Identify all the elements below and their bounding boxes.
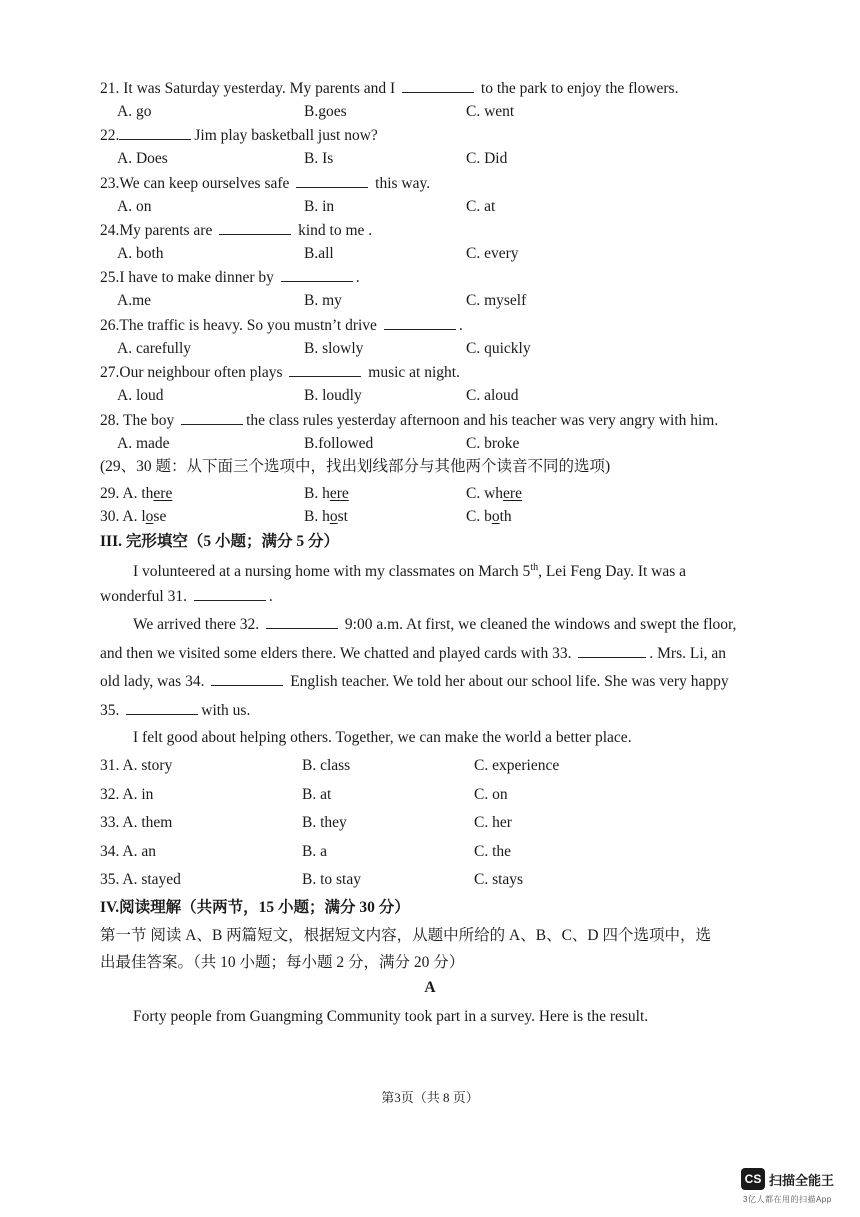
option-c: C. the: [474, 843, 512, 860]
option-a: A. loud: [117, 387, 164, 404]
word-part: st: [337, 508, 348, 525]
question-21: [100, 78, 678, 99]
paragraph-text: We arrived there 32.: [133, 616, 260, 633]
answer-blank: [289, 362, 361, 377]
answer-blank: [281, 267, 353, 282]
option-c: C. stays: [474, 871, 524, 888]
cloze-paragraph-3: I felt good about helping others. Together, we can make the world a better place.: [133, 729, 632, 746]
word-part: B. h: [304, 485, 330, 502]
option-c: C. at: [466, 198, 496, 215]
answer-blank: [119, 125, 191, 140]
passage-label: A: [424, 979, 436, 996]
option-c: C. aloud: [466, 387, 519, 404]
scanner-app-name: 扫描全能王: [769, 1173, 835, 1188]
word-part: se: [153, 508, 167, 525]
question-27: [100, 362, 460, 383]
section-4-title: IV.阅读理解（共两节，15 小题；满分 30 分）: [100, 899, 410, 916]
answer-blank: [181, 410, 243, 425]
paragraph-text: old lady, was 34.: [100, 673, 205, 690]
superscript: th: [530, 562, 539, 573]
option-a: A. go: [117, 103, 152, 120]
paragraph-text: and then we visited some elders there. We chatted and played cards with 33.: [100, 645, 572, 662]
question-29-option-a: [100, 484, 172, 504]
scanner-watermark: [741, 1168, 851, 1208]
section-3-title: III. 完形填空（5 小题；满分 5 分）: [100, 533, 339, 550]
question-stem-end: .: [355, 269, 360, 286]
paragraph-text: . Mrs. Li, an: [649, 645, 727, 662]
word-part: B. h: [304, 508, 330, 525]
cloze-paragraph-2-line-3: [100, 671, 762, 692]
option-a: 31. A. story: [100, 757, 173, 774]
question-25: [100, 267, 360, 288]
passage-intro: Forty people from Guangming Community took part in a survey. Here is the result.: [133, 1008, 649, 1025]
paragraph-text: I volunteered at a nursing home with my classmates on March 5: [133, 563, 531, 581]
option-b: B. in: [304, 198, 335, 215]
question-22: [100, 125, 378, 146]
option-a: A. made: [117, 435, 170, 452]
option-c: C. broke: [466, 435, 520, 452]
question-stem: 26.The traffic is heavy. So you mustn’t drive: [100, 317, 377, 334]
question-stem: 21. It was Saturday yesterday. My parents and I: [100, 80, 396, 97]
option-b: B.all: [304, 245, 334, 262]
scanner-logo-icon: CS: [741, 1168, 765, 1190]
option-a: 32. A. in: [100, 786, 154, 803]
answer-blank: [402, 78, 474, 93]
question-stem-end: Jim play basketball just now?: [194, 127, 378, 144]
question-stem: 24.My parents are: [100, 222, 213, 239]
option-b: B. my: [304, 292, 342, 309]
paragraph-text: 9:00 a.m. At first, we cleaned the windows and swept the floor,: [344, 616, 737, 633]
option-c: C. myself: [466, 292, 527, 309]
page-footer: 第3页（共 8 页）: [381, 1090, 479, 1105]
word-part: C. wh: [466, 485, 504, 502]
paragraph-text: 35.: [100, 702, 120, 719]
word-part: th: [499, 508, 512, 525]
question-29-option-c: [466, 484, 522, 504]
scanner-tagline: 3亿人都在用的扫描App: [743, 1195, 832, 1204]
section-4-instruction-line-1: 第一节 阅读 A、B 两篇短文，根据短文内容，从题中所给的 A、B、C、D 四个选项中，选: [100, 927, 711, 944]
option-b: B. to stay: [302, 871, 361, 888]
question-stem: 23.We can keep ourselves safe: [100, 175, 290, 192]
underlined-part: o: [491, 508, 500, 525]
underlined-part: ere: [503, 485, 522, 502]
answer-blank: [296, 173, 368, 188]
question-23: [100, 173, 430, 194]
option-b: B. loudly: [304, 387, 362, 404]
question-28: [100, 410, 718, 431]
underlined-part: o: [329, 508, 338, 525]
answer-blank-31: [194, 586, 266, 601]
cloze-paragraph-2-line-1: [133, 614, 795, 635]
question-30-option-a: [100, 507, 166, 527]
question-30-option-b: [304, 507, 348, 527]
answer-blank-32: [266, 614, 338, 629]
option-c: C. experience: [474, 757, 560, 774]
answer-blank-34: [211, 671, 283, 686]
cloze-paragraph-2-line-4: [100, 700, 762, 721]
option-b: B.followed: [304, 435, 374, 452]
option-a: 34. A. an: [100, 843, 156, 860]
pronunciation-instruction: (29、30 题：从下面三个选项中，找出划线部分与其他两个读音不同的选项): [100, 458, 611, 475]
underlined-part: o: [145, 508, 154, 525]
word-part: l: [141, 508, 146, 525]
option-c: C. her: [474, 814, 512, 831]
option-c: C. on: [474, 786, 508, 803]
option-b: B. Is: [304, 150, 334, 167]
option-b: B. they: [302, 814, 347, 831]
option-b: B.goes: [304, 103, 347, 120]
answer-blank: [384, 315, 456, 330]
option-a: A. on: [117, 198, 152, 215]
paragraph-text: wonderful 31.: [100, 588, 187, 605]
question-24: [100, 220, 372, 241]
option-c: C. went: [466, 103, 515, 120]
option-b: B. at: [302, 786, 332, 803]
option-a: 33. A. them: [100, 814, 173, 831]
answer-blank-33: [578, 643, 646, 658]
answer-blank: [219, 220, 291, 235]
word-part: C. b: [466, 508, 492, 525]
underlined-part: ere: [329, 485, 349, 502]
question-stem: 27.Our neighbour often plays: [100, 364, 283, 381]
question-stem-end: music at night.: [368, 364, 460, 381]
paragraph-text: , Lei Feng Day. It was a: [538, 563, 687, 581]
underlined-part: ere: [153, 485, 173, 502]
question-stem-end: .: [458, 317, 463, 334]
option-a: A. carefully: [117, 340, 192, 357]
question-stem: 22.: [100, 127, 120, 144]
word-part: th: [141, 485, 154, 502]
question-stem: 25.I have to make dinner by: [100, 269, 274, 286]
option-a: 35. A. stayed: [100, 871, 181, 888]
answer-blank-35: [126, 700, 198, 715]
option-c: C. Did: [466, 150, 508, 167]
question-30-option-c: [466, 507, 512, 527]
cloze-paragraph-1-line-2: [100, 586, 762, 607]
paragraph-text: .: [268, 588, 273, 605]
question-stem-end: kind to me .: [298, 222, 373, 239]
question-number: 30. A.: [100, 508, 142, 525]
question-stem-end: to the park to enjoy the flowers.: [480, 80, 679, 97]
paragraph-text: with us.: [201, 702, 251, 719]
question-26: [100, 315, 463, 336]
question-29-option-b: [304, 484, 349, 504]
option-b: B. slowly: [304, 340, 364, 357]
option-a: A. Does: [117, 150, 168, 167]
cloze-paragraph-1-line-1: [133, 558, 795, 582]
question-stem: 28. The boy: [100, 412, 175, 429]
option-c: C. every: [466, 245, 519, 262]
section-4-instruction-line-2: 出最佳答案。（共 10 小题；每小题 2 分，满分 20 分）: [100, 954, 465, 971]
question-number: 29. A.: [100, 485, 142, 502]
option-b: B. class: [302, 757, 351, 774]
cloze-paragraph-2-line-2: [100, 643, 762, 664]
option-c: C. quickly: [466, 340, 531, 357]
question-stem-end: this way.: [375, 175, 431, 192]
option-b: B. a: [302, 843, 327, 860]
option-a: A. both: [117, 245, 164, 262]
paragraph-text: English teacher. We told her about our school life. She was very happy: [290, 673, 729, 690]
option-a: A.me: [117, 292, 152, 309]
question-stem-end: the class rules yesterday afternoon and his teacher was very angry with him.: [246, 412, 719, 429]
